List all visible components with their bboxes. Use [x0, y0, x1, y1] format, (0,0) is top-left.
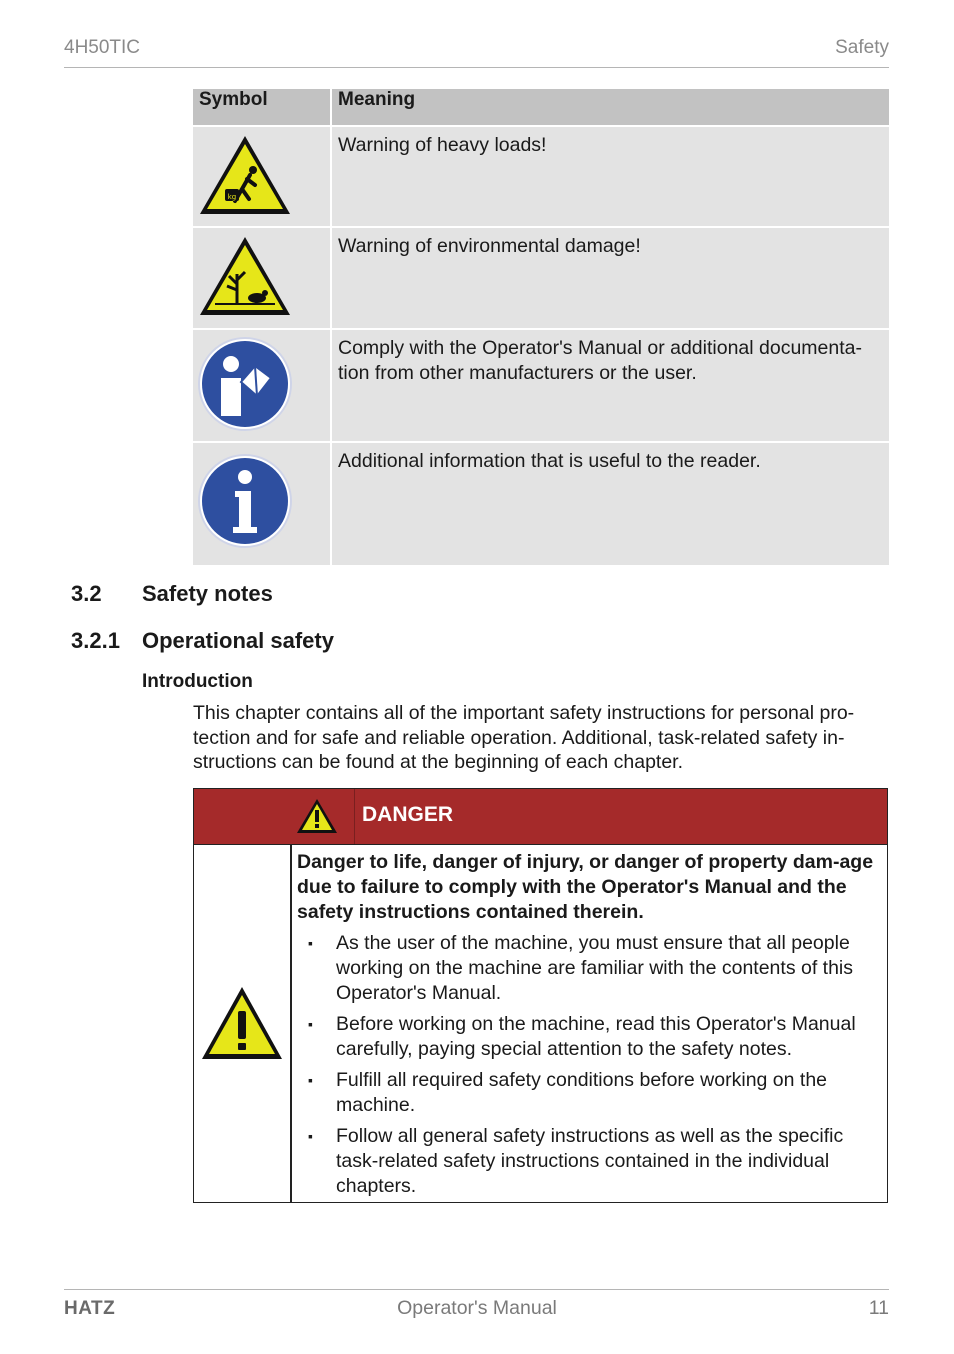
table-row	[193, 443, 889, 567]
environmental-damage-warning-icon	[197, 234, 293, 318]
meaning-column-header: Meaning	[332, 89, 889, 127]
meaning-cell: Comply with the Operator's Manual or additional documenta-tion from other manufacturers or the user.	[332, 330, 889, 443]
page-number: 11	[868, 1297, 889, 1319]
bullet-marker: ▪	[308, 1072, 313, 1088]
danger-instruction-list	[297, 931, 882, 1199]
danger-lead-text: Danger to life, danger of injury, or danger of property dam-age due to failure to comply with the Operator's Manual and the safety instructions contained therein.	[297, 851, 874, 923]
footer-document-title: Operator's Manual	[397, 1297, 557, 1319]
footer-rule	[64, 1289, 889, 1290]
list-item-text: Fulfill all required safety conditions before working on the machine.	[336, 1069, 828, 1116]
symbol-table	[193, 89, 889, 567]
section-title: Safety notes	[142, 581, 273, 606]
bullet-marker: ▪	[308, 935, 313, 951]
list-item	[297, 1012, 882, 1062]
symbol-table-header	[193, 89, 889, 127]
running-header-chapter: Safety	[835, 37, 889, 58]
danger-body	[297, 850, 882, 1205]
list-item	[297, 1068, 882, 1118]
list-item	[297, 931, 882, 1006]
warning-triangle-icon	[296, 798, 338, 834]
section-heading	[71, 581, 273, 607]
footer-brand-logo: HATZ	[64, 1298, 116, 1319]
running-header-model: 4H50TIC	[64, 37, 141, 58]
table-row	[193, 228, 889, 330]
table-row	[193, 330, 889, 443]
subsection-heading	[71, 628, 334, 654]
heavy-load-warning-icon	[197, 133, 293, 217]
information-icon	[197, 453, 293, 549]
meaning-cell: Warning of environmental damage!	[332, 228, 889, 330]
section-number: 3.2	[71, 581, 102, 606]
symbol-cell	[193, 443, 332, 567]
introduction-text: This chapter contains all of the important safety instructions for personal pro-tection and for safe and reliable operation. Additional, task-related safety in-structions can be found at the beginning of each chapter.	[193, 702, 855, 773]
subsection-title: Operational safety	[142, 628, 334, 653]
meaning-cell: Additional information that is useful to the reader.	[332, 443, 889, 567]
danger-header	[194, 789, 887, 845]
danger-box	[193, 788, 888, 1203]
introduction-heading: Introduction	[142, 671, 253, 692]
svg-text:kg: kg	[227, 193, 237, 201]
list-item-text: Follow all general safety instructions as well as the specific task-related safety instructions contained in the individual chapters.	[336, 1125, 844, 1197]
bullet-marker: ▪	[308, 1128, 313, 1144]
symbol-cell	[193, 228, 332, 330]
danger-title: DANGER	[362, 803, 454, 826]
list-item	[297, 1124, 882, 1199]
danger-header-icon-cell	[194, 789, 355, 844]
subsection-number: 3.2.1	[71, 628, 120, 653]
symbol-cell	[193, 330, 332, 443]
meaning-cell: Warning of heavy loads!	[332, 127, 889, 228]
symbol-cell	[193, 127, 332, 228]
read-manual-icon	[197, 336, 293, 432]
table-row	[193, 127, 889, 228]
list-item-text: As the user of the machine, you must ensure that all people working on the machine are familiar with the contents of this Operator's Manual.	[336, 932, 854, 1004]
list-item-text: Before working on the machine, read this Operator's Manual carefully, paying special attention to the safety notes.	[336, 1013, 856, 1060]
symbol-column-header: Symbol	[193, 89, 332, 127]
large-warning-triangle-icon	[200, 985, 284, 1061]
danger-icon-column	[194, 845, 292, 1202]
header-rule	[64, 67, 889, 68]
bullet-marker: ▪	[308, 1016, 313, 1032]
